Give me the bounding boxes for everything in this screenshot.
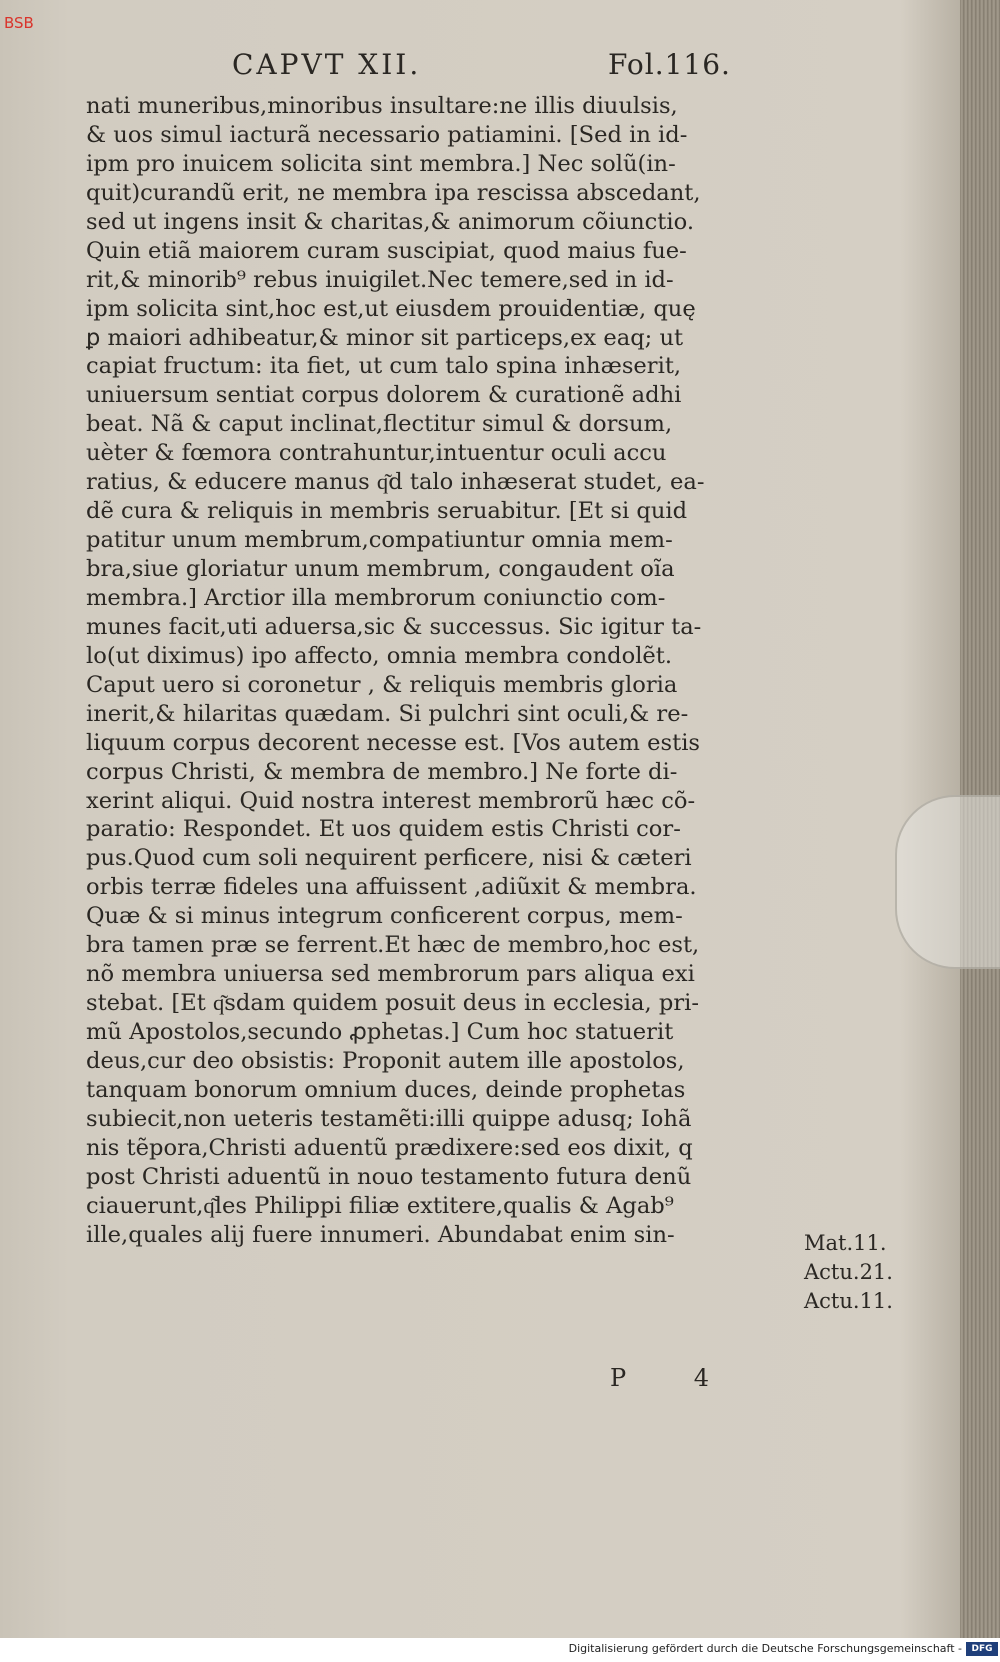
text-line: mũ Apostolos,secundo ꝓphetas.] Cum hoc statuerit <box>86 1019 674 1045</box>
text-line: quit)curandũ erit, ne membra ipa rescissa abscedant, <box>86 179 701 206</box>
text-line: subiecit,non ueteris testamẽti:illi quippe adusq; Iohã <box>86 1105 692 1132</box>
text-line: Caput uero si coronetur , & reliquis membris gloria <box>86 671 678 698</box>
text-line: inerit,& hilaritas quædam. Si pulchri sint oculi,& re- <box>86 700 689 727</box>
marginal-note: Actu.21. <box>804 1259 893 1284</box>
page-turn-tab[interactable] <box>895 795 1000 969</box>
dfg-logo: DFG <box>966 1642 998 1656</box>
text-line: rit,& minorib⁹ rebus inuigilet.Nec temere,sed in id- <box>86 266 674 293</box>
library-mark: BSB <box>4 14 34 32</box>
text-line: xerint aliqui. Quid nostra interest membrorũ hæc cõ- <box>86 787 696 814</box>
text-line: pus.Quod cum soli nequirent perficere, nisi & cæteri <box>86 845 692 872</box>
text-line: nati muneribus,minoribus insultare:ne illis diuulsis, <box>86 93 678 119</box>
text-line: stebat. [Et q͂sdam quidem posuit deus in ecclesia, pri- <box>86 990 699 1017</box>
funding-credit: Digitalisierung gefördert durch die Deutsche Forschungsgemeinschaft - <box>568 1642 962 1655</box>
text-line: bra,siue gloriatur unum membrum, congaudent oĩa <box>86 556 675 582</box>
text-line: ciauerunt,q͂les Philippi filiæ extitere,qualis & Agab⁹ <box>86 1192 674 1219</box>
text-line: ꝑ maiori adhibeatur,& minor sit particeps,ex eaq; ut <box>86 324 684 351</box>
text-line: ratius, & educere manus q͂d talo inhæserat studet, ea- <box>86 469 705 496</box>
text-line: liquum corpus decorent necesse est. [Vos autem estis <box>86 729 701 756</box>
text-line: ipm pro inuicem solicita sint membra.] Nec solũ(in- <box>86 150 676 177</box>
text-line: ipm solicita sint,hoc est,ut eiusdem prouidentiæ, quę <box>86 295 696 322</box>
text-line: ille,quales alij fuere innumeri. Abundabat enim sin- <box>86 1221 675 1248</box>
text-line: nis tẽpora,Christi aduentũ prædixere:sed eos dixit, q <box>86 1134 693 1161</box>
text-line: corpus Christi, & membra de membro.] Ne forte di- <box>86 758 678 785</box>
marginal-note: Mat.11. <box>804 1231 887 1255</box>
text-line: paratio: Respondet. Et uos quidem estis Christi cor- <box>86 816 681 843</box>
text-line: tanquam bonorum omnium duces, deinde prophetas <box>86 1076 686 1103</box>
text-line: capiat fructum: ita fiet, ut cum talo spina inhæserit, <box>86 353 682 380</box>
text-line: sed ut ingens insit & charitas,& animorum cõiunctio. <box>86 208 695 235</box>
text-line: Quæ & si minus integrum conficerent corpus, mem- <box>86 903 683 930</box>
text-line: uèter & fœmora contrahuntur,intuentur oculi accu <box>86 440 667 467</box>
text-line: orbis terræ fideles una affuissent ,adiũxit & membra. <box>86 874 697 901</box>
viewer-footer <box>0 1638 1000 1662</box>
text-line: post Christi aduentũ in nouo testamento futura denũ <box>86 1163 692 1190</box>
running-head <box>232 48 732 88</box>
signature-mark: P 4 <box>610 1364 740 1392</box>
marginal-note: Actu.11. <box>804 1288 893 1313</box>
folio-number: Fol.116. <box>608 48 731 81</box>
text-line: munes facit,uti aduersa,sic & successus. Sic igitur ta- <box>86 613 702 640</box>
text-line: dẽ cura & reliquis in membris seruabitur. [Et si quid <box>86 498 688 525</box>
main-text-block <box>86 92 806 1250</box>
text-line: Quin etiã maiorem curam suscipiat, quod maius fue- <box>86 237 687 264</box>
text-line: patitur unum membrum,compatiuntur omnia mem- <box>86 527 673 554</box>
text-line: lo(ut diximus) ipo affecto, omnia membra condolẽt. <box>86 642 673 669</box>
text-line: uniuersum sentiat corpus dolorem & curationẽ adhi <box>86 382 682 409</box>
text-line: nõ membra uniuersa sed membrorum pars aliqua exi <box>86 961 695 988</box>
text-line: & uos simul iacturã necessario patiamini. [Sed in id- <box>86 121 688 148</box>
text-line: beat. Nã & caput inclinat,flectitur simul & dorsum, <box>86 411 673 438</box>
marginal-notes <box>804 1229 924 1316</box>
text-line: membra.] Arctior illa membrorum coniunctio com- <box>86 584 666 611</box>
text-line: bra tamen præ se ferrent.Et hæc de membro,hoc est, <box>86 932 700 959</box>
text-line: deus,cur deo obsistis: Proponit autem ille apostolos, <box>86 1047 685 1074</box>
chapter-heading: CAPVT XII. <box>232 48 422 81</box>
